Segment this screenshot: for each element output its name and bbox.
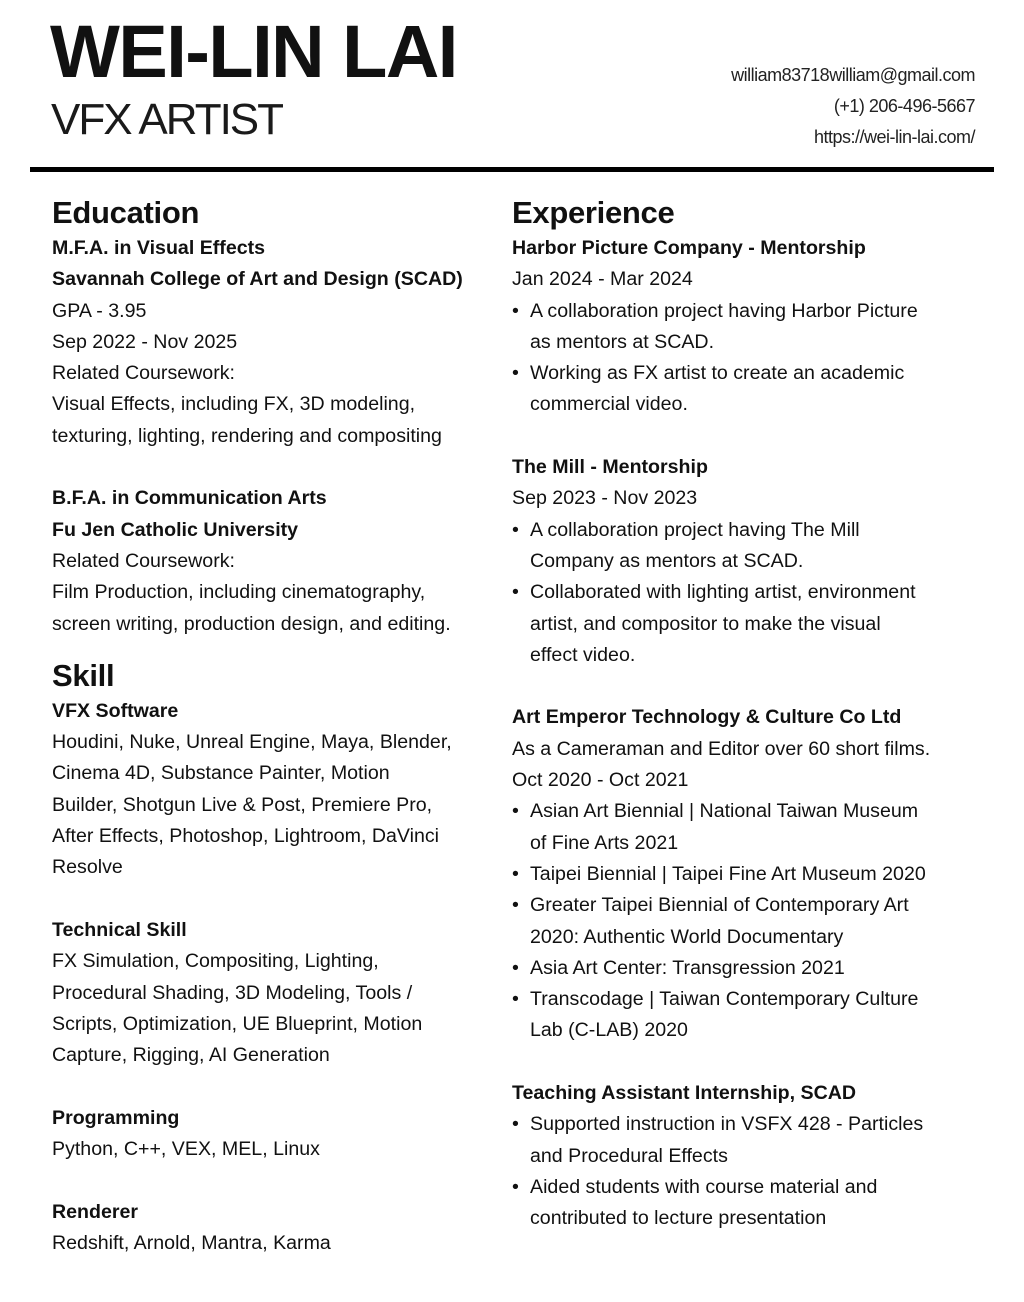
entry-title: VFX Software — [52, 699, 179, 722]
bullet-line: as mentors at SCAD. — [530, 330, 715, 353]
entry-text: FX Simulation, Compositing, Lighting, — [52, 950, 379, 973]
entry-text: After Effects, Photoshop, Lightroom, DaVinci — [52, 825, 440, 848]
bullet-icon: • — [512, 518, 519, 541]
entry-title: Teaching Assistant Internship, SCAD — [512, 1082, 857, 1105]
bullet-line: Asian Art Biennial | National Taiwan Museum — [530, 800, 919, 823]
entry-title: B.F.A. in Communication Arts — [52, 487, 327, 510]
bullet-item — [512, 358, 992, 421]
entry-text: Redshift, Arnold, Mantra, Karma — [52, 1231, 331, 1254]
bullet-line: 2020: Authentic World Documentary — [530, 925, 844, 948]
bullet-icon: • — [512, 988, 519, 1011]
entry-title: Renderer — [52, 1200, 139, 1223]
spacer — [52, 884, 502, 915]
spacer — [52, 452, 502, 483]
entry-text: Houdini, Nuke, Unreal Engine, Maya, Blender, — [52, 731, 452, 754]
bullet-line: A collaboration project having The Mill — [530, 518, 860, 541]
bullet-icon: • — [512, 581, 519, 604]
bullet-item — [512, 859, 992, 890]
bullet-line: effect video. — [530, 643, 636, 666]
entry-text: texturing, lighting, rendering and compositing — [52, 424, 442, 447]
entry-text: screen writing, production design, and editing. — [52, 612, 451, 635]
entry-title: Fu Jen Catholic University — [52, 518, 299, 541]
entry-text: Sep 2022 - Nov 2025 — [52, 330, 238, 353]
section-heading: Education — [52, 195, 200, 230]
bullet-line: Asia Art Center: Transgression 2021 — [530, 956, 845, 979]
entry-text: Film Production, including cinematography, — [52, 581, 426, 604]
entry-text: Scripts, Optimization, UE Blueprint, Motion — [52, 1012, 423, 1035]
spacer — [512, 421, 992, 452]
spacer — [52, 1071, 502, 1102]
entry-text: GPA - 3.95 — [52, 299, 147, 322]
entry-text: Visual Effects, including FX, 3D modeling, — [52, 393, 416, 416]
bullet-line: Lab (C-LAB) 2020 — [530, 1019, 688, 1042]
bullet-item — [512, 953, 992, 984]
bullet-line: artist, and compositor to make the visual — [530, 612, 881, 635]
bullet-icon: • — [512, 894, 519, 917]
bullet-icon: • — [512, 299, 519, 322]
bullet-icon: • — [512, 862, 519, 885]
bullet-line: A collaboration project having Harbor Picture — [530, 299, 918, 322]
bullet-icon: • — [512, 800, 519, 823]
bullet-icon: • — [512, 1113, 519, 1136]
entry-title: Harbor Picture Company - Mentorship — [512, 237, 866, 259]
bullet-item — [512, 1172, 992, 1235]
entry-title: Technical Skill — [52, 918, 187, 941]
spacer — [52, 1165, 502, 1196]
bullet-line: Collaborated with lighting artist, environment — [530, 581, 916, 604]
bullet-icon: • — [512, 956, 519, 979]
bullet-item — [512, 890, 992, 953]
bullet-item — [512, 1109, 992, 1172]
entry-title: Art Emperor Technology & Culture Co Ltd — [512, 706, 902, 729]
bullet-line: Company as mentors at SCAD. — [530, 549, 804, 572]
section-heading: Experience — [512, 195, 675, 230]
bullet-line: Working as FX artist to create an academic — [530, 362, 905, 385]
bullet-line: contributed to lecture presentation — [530, 1207, 827, 1230]
entry-text: Jan 2024 - Mar 2024 — [512, 268, 693, 291]
entry-text: Sep 2023 - Nov 2023 — [512, 487, 698, 510]
right-column — [512, 193, 992, 1235]
entry-text: Related Coursework: — [52, 549, 235, 572]
entry-text: Resolve — [52, 856, 123, 879]
left-column — [52, 193, 502, 1259]
entry-text: As a Cameraman and Editor over 60 short films. — [512, 737, 931, 760]
bullet-line: of Fine Arts 2021 — [530, 831, 679, 854]
entry-title: Savannah College of Art and Design (SCAD) — [52, 268, 463, 291]
entry-text: Capture, Rigging, AI Generation — [52, 1044, 330, 1067]
entry-text: Related Coursework: — [52, 362, 235, 385]
candidate-name: WEI-LIN LAI — [50, 10, 457, 93]
bullet-icon: • — [512, 362, 519, 385]
bullet-item — [512, 577, 992, 671]
website-link[interactable]: https://wei-lin-lai.com/ — [813, 127, 975, 147]
email-link[interactable]: william83718william@gmail.com — [731, 65, 975, 85]
bullet-item — [512, 984, 992, 1047]
header-divider — [30, 167, 994, 172]
bullet-line: and Procedural Effects — [530, 1144, 728, 1167]
bullet-icon: • — [512, 1175, 519, 1198]
entry-text: Cinema 4D, Substance Painter, Motion — [52, 762, 390, 785]
bullet-line: Aided students with course material and — [530, 1175, 878, 1198]
entry-title: M.F.A. in Visual Effects — [52, 237, 266, 259]
bullet-line: commercial video. — [530, 393, 688, 416]
entry-text: Builder, Shotgun Live & Post, Premiere Pro, — [52, 793, 433, 816]
section-heading: Skill — [52, 657, 115, 693]
bullet-line: Transcodage | Taiwan Contemporary Culture — [530, 988, 919, 1011]
entry-title: The Mill - Mentorship — [512, 456, 708, 479]
spacer — [512, 1047, 992, 1078]
bullet-line: Taipei Biennial | Taipei Fine Art Museum 2020 — [530, 862, 926, 885]
bullet-item — [512, 296, 992, 359]
contact-info — [731, 60, 975, 153]
bullet-line: Greater Taipei Biennial of Contemporary Art — [530, 894, 909, 917]
phone-number: (+1) 206-496-5667 — [833, 96, 975, 116]
bullet-item — [512, 796, 992, 859]
job-title: VFX ARTIST — [51, 95, 283, 144]
entry-text: Procedural Shading, 3D Modeling, Tools / — [52, 981, 413, 1004]
entry-title: Programming — [52, 1106, 180, 1129]
entry-text: Python, C++, VEX, MEL, Linux — [52, 1138, 320, 1161]
spacer — [512, 671, 992, 702]
bullet-line: Supported instruction in VSFX 428 - Particles — [530, 1113, 924, 1136]
bullet-item — [512, 515, 992, 578]
entry-text: Oct 2020 - Oct 2021 — [512, 769, 689, 792]
